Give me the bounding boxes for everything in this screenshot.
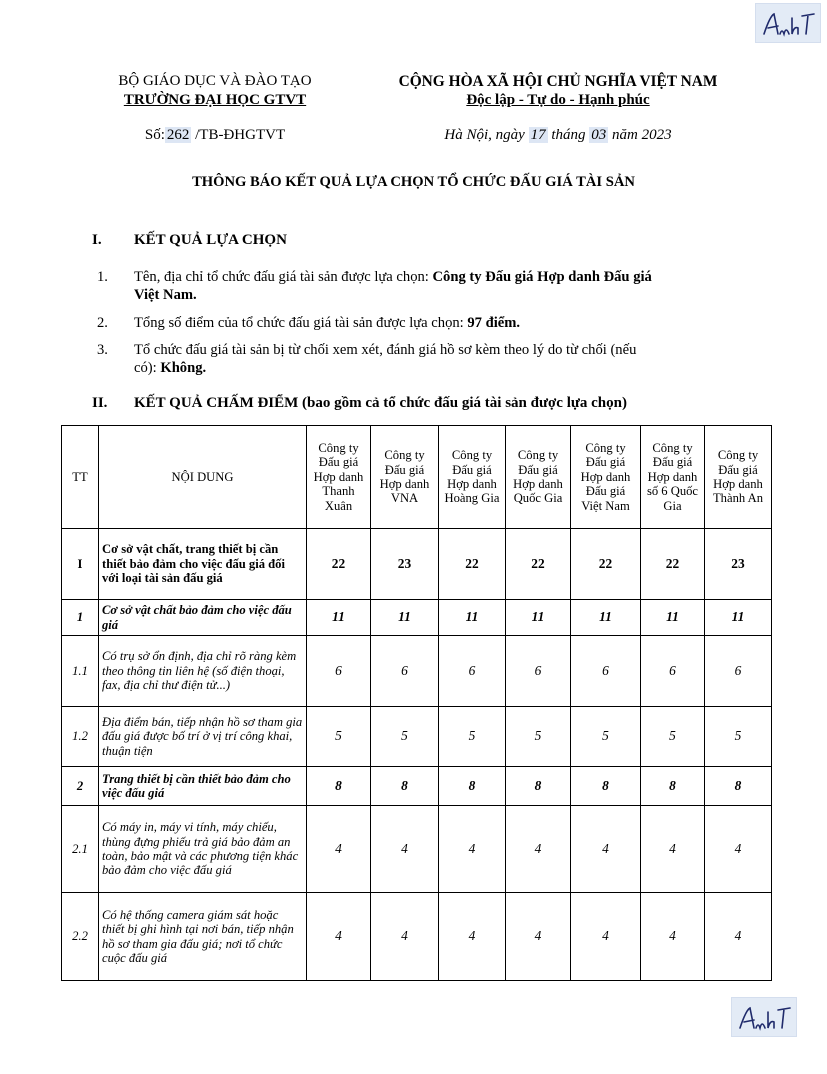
score-cell: 5	[571, 707, 641, 767]
score-cell: 22	[571, 529, 641, 600]
row-content: Địa điểm bán, tiếp nhận hồ sơ tham gia đấu giá được bố trí ở vị trí công khai, thuận tiện	[99, 707, 307, 767]
row-tt: 2	[62, 767, 99, 806]
score-cell: 8	[371, 767, 439, 806]
score-cell: 4	[705, 806, 772, 893]
item-1-value: Công ty Đấu giá Hợp danh Đấu giá	[432, 269, 652, 285]
score-cell: 4	[439, 893, 506, 981]
row-tt: 2.1	[62, 806, 99, 893]
score-cell: 5	[705, 707, 772, 767]
company-header: Công ty Đấu giá Hợp danh Thành An	[705, 426, 772, 529]
row-content: Cơ sở vật chất, trang thiết bị cần thiết bảo đảm cho việc đấu giá đối với loại tài sản đấu giá	[99, 529, 307, 600]
item-3-label-cont: có):	[134, 360, 161, 376]
score-cell: 4	[506, 806, 571, 893]
date-day: 17	[530, 127, 546, 143]
table-row	[62, 893, 772, 981]
col-content-header: NỘI DUNG	[99, 426, 307, 529]
company-header: Công ty Đấu giá Hợp danh Hoàng Gia	[439, 426, 506, 529]
ref-number: 262	[166, 127, 190, 143]
item-3-text	[134, 341, 734, 377]
score-cell: 11	[571, 600, 641, 636]
score-cell: 6	[571, 636, 641, 707]
signature-initials-top	[755, 3, 821, 43]
section-1-number: I.	[92, 232, 102, 248]
item-2-text	[134, 314, 734, 332]
scoring-table	[61, 425, 772, 981]
national-title: CỘNG HÒA XÃ HỘI CHỦ NGHĨA VIỆT NAM	[398, 73, 718, 90]
table-row	[62, 636, 772, 707]
score-cell: 4	[641, 806, 705, 893]
score-cell: 5	[641, 707, 705, 767]
company-header: Công ty Đấu giá Hợp danh Đấu giá Việt Nam	[571, 426, 641, 529]
date-month: 03	[591, 127, 607, 143]
score-cell: 4	[307, 806, 371, 893]
signature-initials-bottom	[731, 997, 797, 1037]
score-cell: 4	[571, 893, 641, 981]
score-cell: 8	[506, 767, 571, 806]
item-1-label: Tên, địa chỉ tổ chức đấu giá tài sản được lựa chọn:	[134, 269, 433, 285]
row-tt: 1.2	[62, 707, 99, 767]
score-cell: 4	[307, 893, 371, 981]
score-cell: 5	[506, 707, 571, 767]
row-tt: 2.2	[62, 893, 99, 981]
row-content: Có trụ sở ổn định, địa chỉ rõ ràng kèm theo thông tin liên hệ (số điện thoại, fax, địa chỉ thư điện tử...)	[99, 636, 307, 707]
score-cell: 6	[705, 636, 772, 707]
score-cell: 4	[506, 893, 571, 981]
row-content: Có máy in, máy vi tính, máy chiếu, thùng đựng phiếu trả giá bảo đảm an toàn, bảo mật và các phương tiện khác bảo đảm cho việc đấu giá	[99, 806, 307, 893]
score-cell: 5	[371, 707, 439, 767]
row-tt: 1	[62, 600, 99, 636]
national-motto	[368, 91, 748, 110]
company-header: Công ty Đấu giá Hợp danh VNA	[371, 426, 439, 529]
item-3-label: Tổ chức đấu giá tài sản bị từ chối xem xét, đánh giá hồ sơ kèm theo lý do từ chối (nếu	[134, 342, 637, 358]
row-content: Có hệ thống camera giám sát hoặc thiết bị ghi hình tại nơi bán, tiếp nhận hồ sơ tham gia đấu giá; nơi tổ chức cuộc đấu giá	[99, 893, 307, 981]
item-2-label: Tổng số điểm của tổ chức đấu giá tài sản được lựa chọn:	[134, 315, 468, 331]
score-cell: 5	[439, 707, 506, 767]
national-motto-text: Độc lập - Tự do - Hạnh phúc	[466, 92, 650, 108]
ref-suffix: /TB-ĐHGTVT	[195, 127, 286, 143]
university-name	[60, 91, 370, 110]
table-header-row	[62, 426, 772, 529]
score-cell: 8	[641, 767, 705, 806]
score-cell: 22	[439, 529, 506, 600]
score-cell: 8	[307, 767, 371, 806]
section-1-heading: KẾT QUẢ LỰA CHỌN	[134, 232, 287, 248]
score-cell: 11	[506, 600, 571, 636]
score-cell: 22	[506, 529, 571, 600]
document-title: THÔNG BÁO KẾT QUẢ LỰA CHỌN TỔ CHỨC ĐẤU GIÁ TÀI SẢN	[192, 174, 635, 190]
document-date	[368, 126, 748, 145]
score-cell: 6	[506, 636, 571, 707]
row-content: Trang thiết bị cần thiết bảo đảm cho việc đấu giá	[99, 767, 307, 806]
score-cell: 4	[571, 806, 641, 893]
score-cell: 11	[705, 600, 772, 636]
table-row	[62, 600, 772, 636]
score-cell: 22	[641, 529, 705, 600]
row-tt: 1.1	[62, 636, 99, 707]
ref-prefix: Số:	[144, 127, 165, 143]
item-3-value: Không.	[160, 360, 207, 376]
score-cell: 4	[439, 806, 506, 893]
score-cell: 11	[641, 600, 705, 636]
score-cell: 4	[641, 893, 705, 981]
handwritten-initials-image	[756, 4, 820, 42]
table-row	[62, 707, 772, 767]
row-content: Cơ sở vật chất bảo đảm cho việc đấu giá	[99, 600, 307, 636]
section-2-number: II.	[92, 395, 108, 411]
score-cell: 11	[371, 600, 439, 636]
score-cell: 5	[307, 707, 371, 767]
table-row	[62, 806, 772, 893]
handwritten-initials-image	[732, 998, 796, 1036]
item-2-value: 97 điểm.	[467, 315, 521, 331]
score-cell: 4	[371, 893, 439, 981]
score-cell: 11	[307, 600, 371, 636]
date-year: năm 2023	[612, 127, 672, 143]
score-cell: 4	[371, 806, 439, 893]
score-cell: 11	[439, 600, 506, 636]
date-prefix: Hà Nội, ngày	[444, 127, 525, 143]
row-tt: I	[62, 529, 99, 600]
item-1-number: 1.	[97, 269, 108, 285]
university-name-text: TRƯỜNG ĐẠI HỌC GTVT	[123, 92, 307, 108]
score-cell: 23	[371, 529, 439, 600]
ministry-name: BỘ GIÁO DỤC VÀ ĐÀO TẠO	[118, 73, 312, 89]
item-2-number: 2.	[97, 315, 108, 331]
score-cell: 4	[705, 893, 772, 981]
col-tt-header: TT	[62, 426, 99, 529]
score-cell: 23	[705, 529, 772, 600]
score-cell: 6	[371, 636, 439, 707]
date-month-word: tháng	[551, 127, 586, 143]
reference-number	[60, 126, 370, 145]
score-cell: 6	[307, 636, 371, 707]
company-header: Công ty Đấu giá Hợp danh Thanh Xuân	[307, 426, 371, 529]
item-1-value-cont: Việt Nam.	[134, 287, 197, 303]
table-row	[62, 767, 772, 806]
score-cell: 6	[641, 636, 705, 707]
item-3-number: 3.	[97, 342, 108, 358]
section-2-heading: KẾT QUẢ CHẤM ĐIỂM (bao gồm cả tổ chức đấu giá tài sản được lựa chọn)	[134, 395, 627, 411]
score-cell: 8	[439, 767, 506, 806]
score-cell: 6	[439, 636, 506, 707]
company-header: Công ty Đấu giá Hợp danh Quốc Gia	[506, 426, 571, 529]
item-1-text	[134, 268, 734, 304]
score-cell: 8	[705, 767, 772, 806]
table-row	[62, 529, 772, 600]
company-header: Công ty Đấu giá Hợp danh số 6 Quốc Gia	[641, 426, 705, 529]
score-cell: 8	[571, 767, 641, 806]
score-cell: 22	[307, 529, 371, 600]
